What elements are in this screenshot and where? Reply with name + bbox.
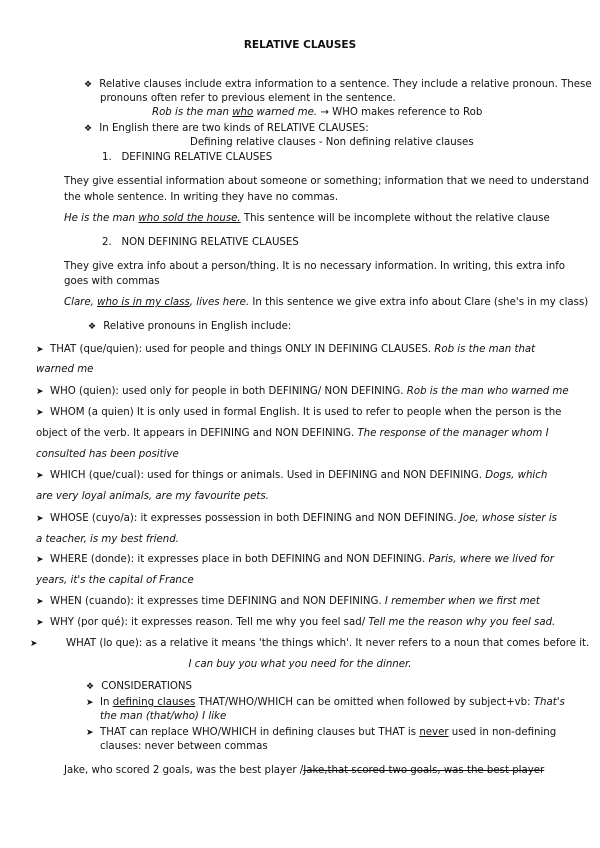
underlined-text: defining clauses xyxy=(112,697,196,708)
text: THAT/WHO/WHICH can be omitted when followed by subject+vb: xyxy=(195,697,534,708)
pronouns-intro xyxy=(88,320,291,334)
text: THAT (que/quien): used for people and things ONLY IN DEFINING CLAUSES. xyxy=(50,344,435,355)
diamond-bullet-icon: ❖ xyxy=(84,124,93,134)
diamond-bullet-icon: ❖ xyxy=(86,682,95,692)
considerations-heading xyxy=(86,680,192,694)
heading-number: 2. xyxy=(102,237,112,248)
text: WHERE (donde): it expresses place in both DEFINING and NON DEFINING. xyxy=(50,554,429,565)
example-text: warned me. xyxy=(253,107,318,118)
example-text: Jake, who scored 2 goals, was the best player / xyxy=(64,765,304,776)
example-text: consulted has been positive xyxy=(36,449,179,460)
intro-bullet-2 xyxy=(84,122,369,136)
example-text: years, it's the capital of France xyxy=(36,575,194,586)
pronoun-which xyxy=(36,469,547,483)
arrow-bullet-icon: ➤ xyxy=(36,471,44,481)
example-text: Rob is the man who warned me xyxy=(406,386,569,397)
explanation-text: This sentence will be incomplete without the relative clause xyxy=(240,213,550,224)
text: THAT can replace WHO/WHICH in defining clauses but THAT is xyxy=(100,727,420,738)
example-text: He is the man xyxy=(64,213,139,224)
heading-text: CONSIDERATIONS xyxy=(101,681,192,692)
explanation-text: → WHO makes reference to Rob xyxy=(317,107,483,118)
arrow-bullet-icon: ➤ xyxy=(30,639,38,649)
pronoun-who xyxy=(36,385,569,399)
struck-example: Jake,that scored two goals, was the best player xyxy=(303,765,545,776)
non-defining-heading xyxy=(102,236,299,250)
example-text: warned me xyxy=(36,364,94,375)
example-text: I remember when we first met xyxy=(384,596,540,607)
heading-text: DEFINING RELATIVE CLAUSES xyxy=(121,152,273,163)
arrow-bullet-icon: ➤ xyxy=(36,408,44,418)
text: In xyxy=(100,697,113,708)
arrow-bullet-icon: ➤ xyxy=(36,514,44,524)
what-example: I can buy you what you need for the dinner. xyxy=(188,659,412,670)
text: WHY (por qué): it expresses reason. Tell me why you feel sad/ xyxy=(50,617,369,628)
pronoun-where xyxy=(36,553,554,567)
pronoun-whom xyxy=(36,406,561,420)
example-text: the man (that/who) I like xyxy=(100,711,227,722)
arrow-bullet-icon: ➤ xyxy=(36,555,44,565)
text: WHAT (lo que): as a relative it means 'the things which'. It never refers to a noun that comes before it. xyxy=(66,638,590,649)
example-text: Rob is the man xyxy=(152,107,233,118)
example-text: Dogs, which xyxy=(485,470,548,481)
underlined-clause: who sold the house. xyxy=(138,213,241,224)
consideration-2 xyxy=(86,726,556,740)
defining-example xyxy=(64,212,550,226)
example-rob xyxy=(152,106,482,120)
diamond-bullet-icon: ❖ xyxy=(84,80,93,90)
text-line: goes with commas xyxy=(64,276,160,287)
defining-heading xyxy=(102,151,272,165)
pronoun-what xyxy=(30,637,589,651)
page-title: RELATIVE CLAUSES xyxy=(243,39,357,51)
underlined-word: who xyxy=(232,107,254,118)
example-text: The response of the manager whom I xyxy=(357,428,549,439)
text: object of the verb. It appears in DEFINING and NON DEFINING. xyxy=(36,428,358,439)
underlined-text: never xyxy=(419,727,449,738)
text: WHOSE (cuyo/a): it expresses possession in both DEFINING and NON DEFINING. xyxy=(50,513,460,524)
arrow-bullet-icon: ➤ xyxy=(86,698,94,708)
final-example xyxy=(64,764,544,778)
text-line: Relative clauses include extra information to a sentence. They include a relative pronoun. These xyxy=(99,79,592,90)
arrow-bullet-icon: ➤ xyxy=(36,345,44,355)
explanation-text: In this sentence we give extra info about Clare (she's in my class) xyxy=(249,297,589,308)
arrow-bullet-icon: ➤ xyxy=(36,618,44,628)
text-line: In English there are two kinds of RELATIVE CLAUSES: xyxy=(99,123,369,134)
text-line: pronouns often refer to previous element in the sentence. xyxy=(100,93,396,104)
text: used in non-defining xyxy=(448,727,557,738)
kinds-line: Defining relative clauses - Non defining relative clauses xyxy=(190,137,474,148)
consideration-1 xyxy=(86,696,565,710)
pronoun-whose xyxy=(36,512,557,526)
whom-line-2 xyxy=(36,427,549,441)
example-text: , lives here. xyxy=(189,297,250,308)
text: WHICH (que/cual): used for things or animals. Used in DEFINING and NON DEFINING. xyxy=(50,470,486,481)
example-text: Tell me the reason why you feel sad. xyxy=(368,617,556,628)
example-text: Paris, where we lived for xyxy=(428,554,554,565)
example-text: a teacher, is my best friend. xyxy=(36,534,179,545)
example-text: are very loyal animals, are my favourite pets. xyxy=(36,491,269,502)
example-text: Clare, xyxy=(64,297,98,308)
text-line: They give extra info about a person/thing. It is no necessary information. In writing, this extra info xyxy=(64,261,566,272)
pronoun-that xyxy=(36,343,535,357)
non-defining-example xyxy=(64,296,588,310)
text-line: the whole sentence. In writing they have no commas. xyxy=(64,192,339,203)
diamond-bullet-icon: ❖ xyxy=(88,322,97,332)
intro-bullet-1 xyxy=(84,78,592,92)
example-text: That's xyxy=(533,697,565,708)
pronoun-why xyxy=(36,616,555,630)
example-text: Rob is the man that xyxy=(434,344,536,355)
heading-number: 1. xyxy=(102,152,112,163)
arrow-bullet-icon: ➤ xyxy=(36,387,44,397)
text: WHEN (cuando): it expresses time DEFINING and NON DEFINING. xyxy=(50,596,385,607)
text-line: clauses: never between commas xyxy=(100,741,268,752)
example-text: Joe, whose sister is xyxy=(459,513,557,524)
arrow-bullet-icon: ➤ xyxy=(36,597,44,607)
text: WHO (quien): used only for people in both DEFINING/ NON DEFINING. xyxy=(50,386,407,397)
text-line: Relative pronouns in English include: xyxy=(103,321,292,332)
text: WHOM (a quien) It is only used in formal English. It is used to refer to people when the person is the xyxy=(50,407,562,418)
text-line: They give essential information about someone or something; information that we need to understand xyxy=(64,176,589,187)
arrow-bullet-icon: ➤ xyxy=(86,728,94,738)
heading-text: NON DEFINING RELATIVE CLAUSES xyxy=(121,237,299,248)
pronoun-when xyxy=(36,595,540,609)
underlined-clause: who is in my class xyxy=(97,297,190,308)
